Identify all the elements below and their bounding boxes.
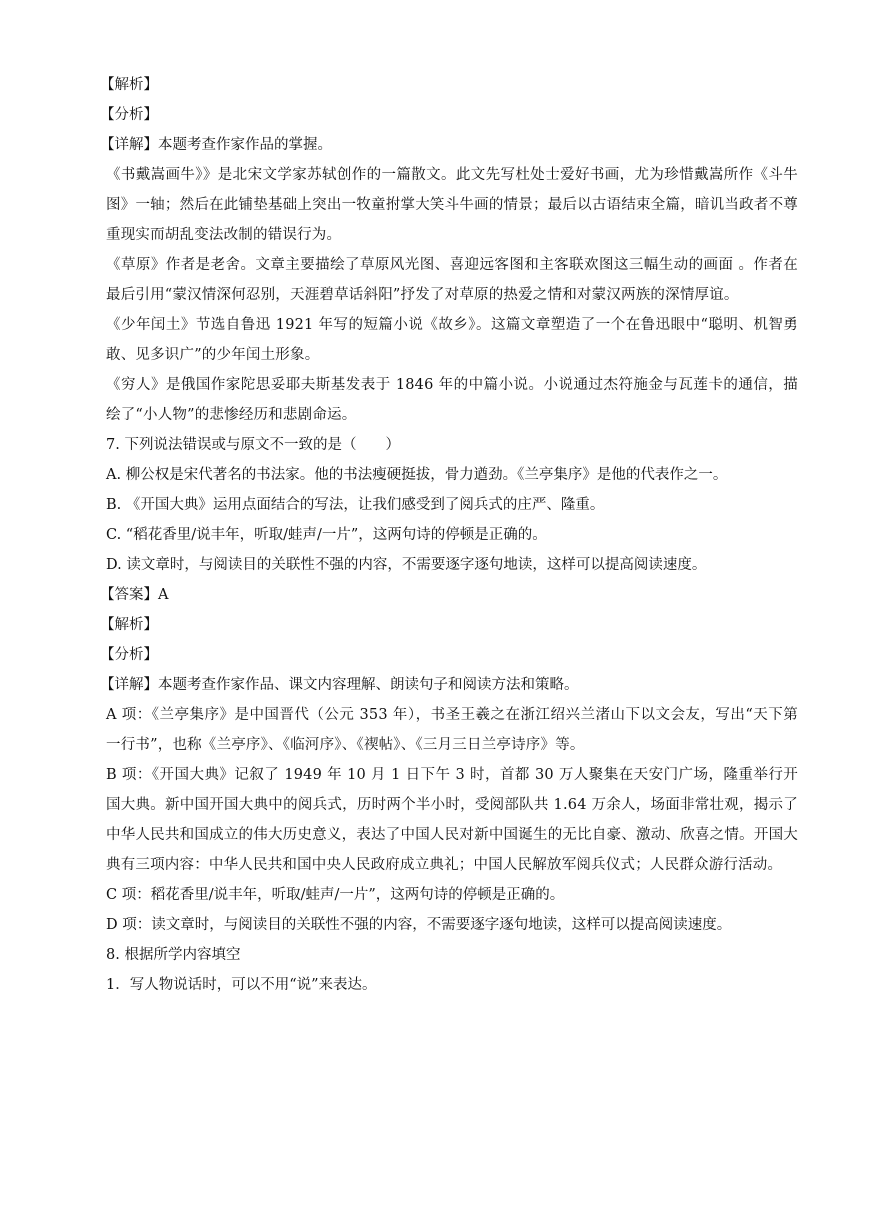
detail-heading: 【详解】本题考查作家作品的掌握。 bbox=[100, 137, 332, 153]
explanation-b: B 项：《开国大典》记叙了 1949 年 10 月 1 日下午 3 时，首都 30 万人聚集在天安门广场，隆重举行开国大典。新中国开国大典中的阅兵式，历时两个半小时，受阅部队共 1.64 万余人，场面非常壮观，揭示了中华人民共和国成立的伟大历史意义，表达了中国人民对新中国诞生的无比自豪、激动、欣喜之情。开国大典有三项内容：中华人民共和国中央人民政府成立典礼；中国人民解放军阅兵仪式；人民群众游行活动。 bbox=[106, 767, 798, 873]
detail-heading-2: 【详解】本题考查作家作品、课文内容理解、朗读句子和阅读方法和策略。 bbox=[100, 677, 579, 693]
paragraph-shao-nian-run-tu: 《少年闰土》节选自鲁迅 1921 年写的短篇小说《故乡》。这篇文章塑造了一个在鲁迅眼中“聪明、机智勇敢、见多识广”的少年闰土形象。 bbox=[106, 317, 798, 363]
paragraph-shu-dai-song: 《书戴嵩画牛》》是北宋文学家苏轼创作的一篇散文。此文先写杜处士爱好书画，尤为珍惜戴嵩所作《斗牛图》一轴；然后在此铺垫基础上突出一牧童拊掌大笑斗牛画的情景；最后以古语结束全篇，暗讥当政者不尊重现实而胡乱变法改制的错误行为。 bbox=[106, 167, 798, 243]
analysis-subheading-2: 【分析】 bbox=[100, 647, 158, 663]
explanation-c: C 项：稻花香里/说丰年，听取/蛙声/一片”，这两句诗的停顿是正确的。 bbox=[106, 887, 565, 903]
paragraph-cao-yuan: 《草原》作者是老舍。文章主要描绘了草原风光图、喜迎远客图和主客联欢图这三幅生动的画面 。作者在最后引用“蒙汉情深何忍别，天涯碧草话斜阳”抒发了对草原的热爱之情和对蒙汉两族的深情厚谊。 bbox=[106, 257, 798, 303]
question-7-option-c: C. “稻花香里/说丰年，听取/蛙声/一片”，这两句诗的停顿是正确的。 bbox=[106, 527, 547, 543]
analysis-heading-2: 【解析】 bbox=[100, 617, 158, 633]
question-7: 7. 下列说法错误或与原文不一致的是（ ） bbox=[106, 437, 400, 453]
explanation-a: A 项：《兰亭集序》是中国晋代（公元 353 年），书圣王羲之在浙江绍兴兰渚山下以文会友，写出“天下第一行书”，也称《兰亭序》、《临河序》、《禊帖》、《三月三日兰亭诗序》等。 bbox=[106, 707, 798, 753]
analysis-heading: 【解析】 bbox=[100, 77, 158, 93]
question-7-option-b: B. 《开国大典》运用点面结合的写法，让我们感受到了阅兵式的庄严、隆重。 bbox=[106, 497, 605, 513]
question-7-option-a: A. 柳公权是宋代著名的书法家。他的书法瘦硬挺拔，骨力遒劲。《兰亭集序》是他的代表作之一。 bbox=[106, 467, 728, 483]
document-body bbox=[100, 70, 798, 1000]
analysis-subheading: 【分析】 bbox=[100, 107, 158, 123]
question-7-option-d: D. 读文章时，与阅读目的关联性不强的内容，不需要逐字逐句地读，这样可以提高阅读速度。 bbox=[106, 557, 707, 573]
paragraph-qiong-ren: 《穷人》是俄国作家陀思妥耶夫斯基发表于 1846 年的中篇小说。小说通过杰符施金与瓦莲卡的通信，描绘了“小人物”的悲惨经历和悲剧命运。 bbox=[106, 377, 798, 423]
answer-label: 【答案】A bbox=[100, 587, 169, 603]
explanation-d: D 项：读文章时，与阅读目的关联性不强的内容，不需要逐字逐句地读，这样可以提高阅读速度。 bbox=[106, 917, 732, 933]
question-8: 8. 根据所学内容填空 bbox=[106, 947, 241, 963]
question-8-item-1: 1．写人物说话时，可以不用“说”来表达。 bbox=[106, 977, 377, 993]
